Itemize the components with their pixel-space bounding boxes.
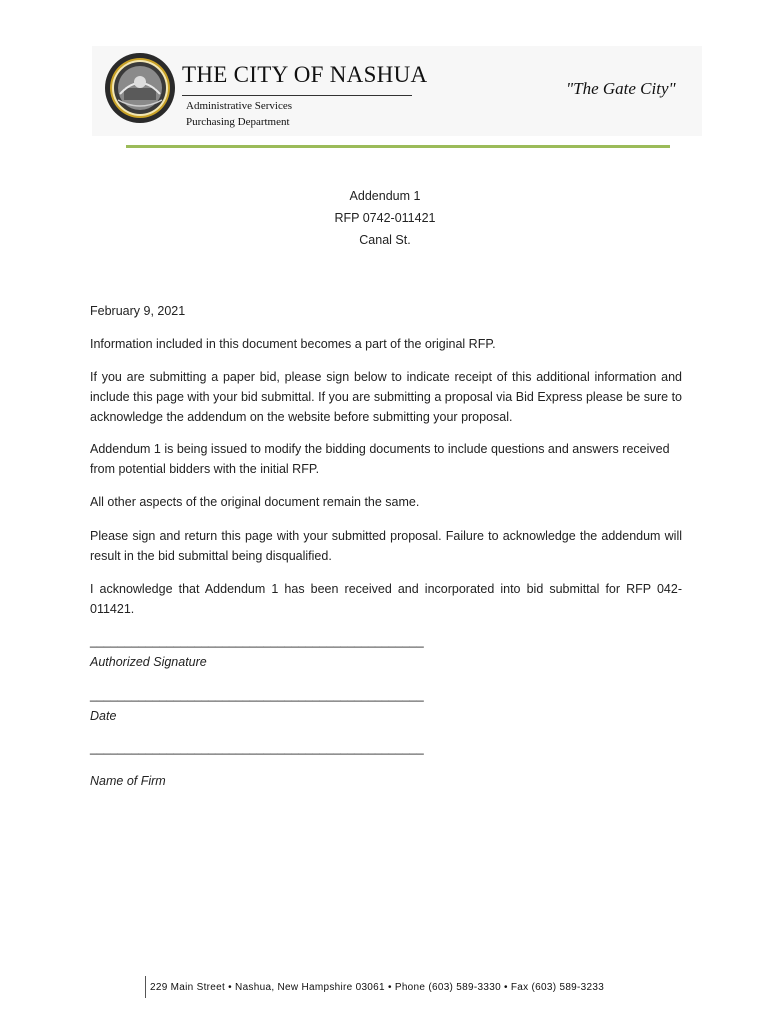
footer-address: 229 Main Street • Nashua, New Hampshire 03061 • Phone (603) 589-3330 • Fax (603) 589-3233 — [145, 976, 604, 998]
rfp-number: RFP 0742-011421 — [334, 211, 436, 225]
city-title: THE CITY OF NASHUA — [182, 62, 428, 87]
city-seal — [104, 52, 176, 124]
paragraph-paper-bid: If you are submitting a paper bid, please sign below to indicate receipt of this additional information and include this page with your bid submittal. If you are submitting a proposal via Bid Express please be sure to acknowledge the addendum on the website before submitting your proposal. — [90, 370, 682, 424]
date-label: Date — [90, 709, 117, 723]
signature-line[interactable]: ________________________________________________ — [90, 634, 424, 648]
paragraph-acknowledgement: I acknowledge that Addendum 1 has been received and incorporated into bid submittal for RFP 042-011421. — [90, 582, 682, 616]
header-divider — [126, 145, 670, 148]
title-underline — [182, 95, 412, 96]
city-motto: "The Gate City" — [566, 79, 676, 98]
paragraph-sign-return: Please sign and return this page with your submitted proposal. Failure to acknowledge the addendum will result in the bid submittal being disqualified. — [90, 529, 682, 563]
paragraph-other-aspects: All other aspects of the original document remain the same. — [90, 495, 420, 509]
dept-line-admin: Administrative Services — [186, 100, 293, 112]
firm-name-label: Name of Firm — [90, 774, 166, 788]
project-name: Canal St. — [359, 233, 411, 247]
paragraph-intro: Information included in this document becomes a part of the original RFP. — [90, 337, 496, 351]
addendum-number: Addendum 1 — [349, 189, 421, 203]
paragraph-addendum-purpose: Addendum 1 is being issued to modify the bidding documents to include questions and answers received from potential bidders with the initial RFP. — [90, 442, 670, 476]
firm-name-line[interactable]: ________________________________________________ — [90, 741, 424, 755]
signature-label: Authorized Signature — [90, 655, 207, 669]
dept-line-purchasing: Purchasing Department — [186, 116, 290, 128]
document-date: February 9, 2021 — [90, 304, 186, 318]
date-line[interactable]: ________________________________________________ — [90, 688, 424, 702]
